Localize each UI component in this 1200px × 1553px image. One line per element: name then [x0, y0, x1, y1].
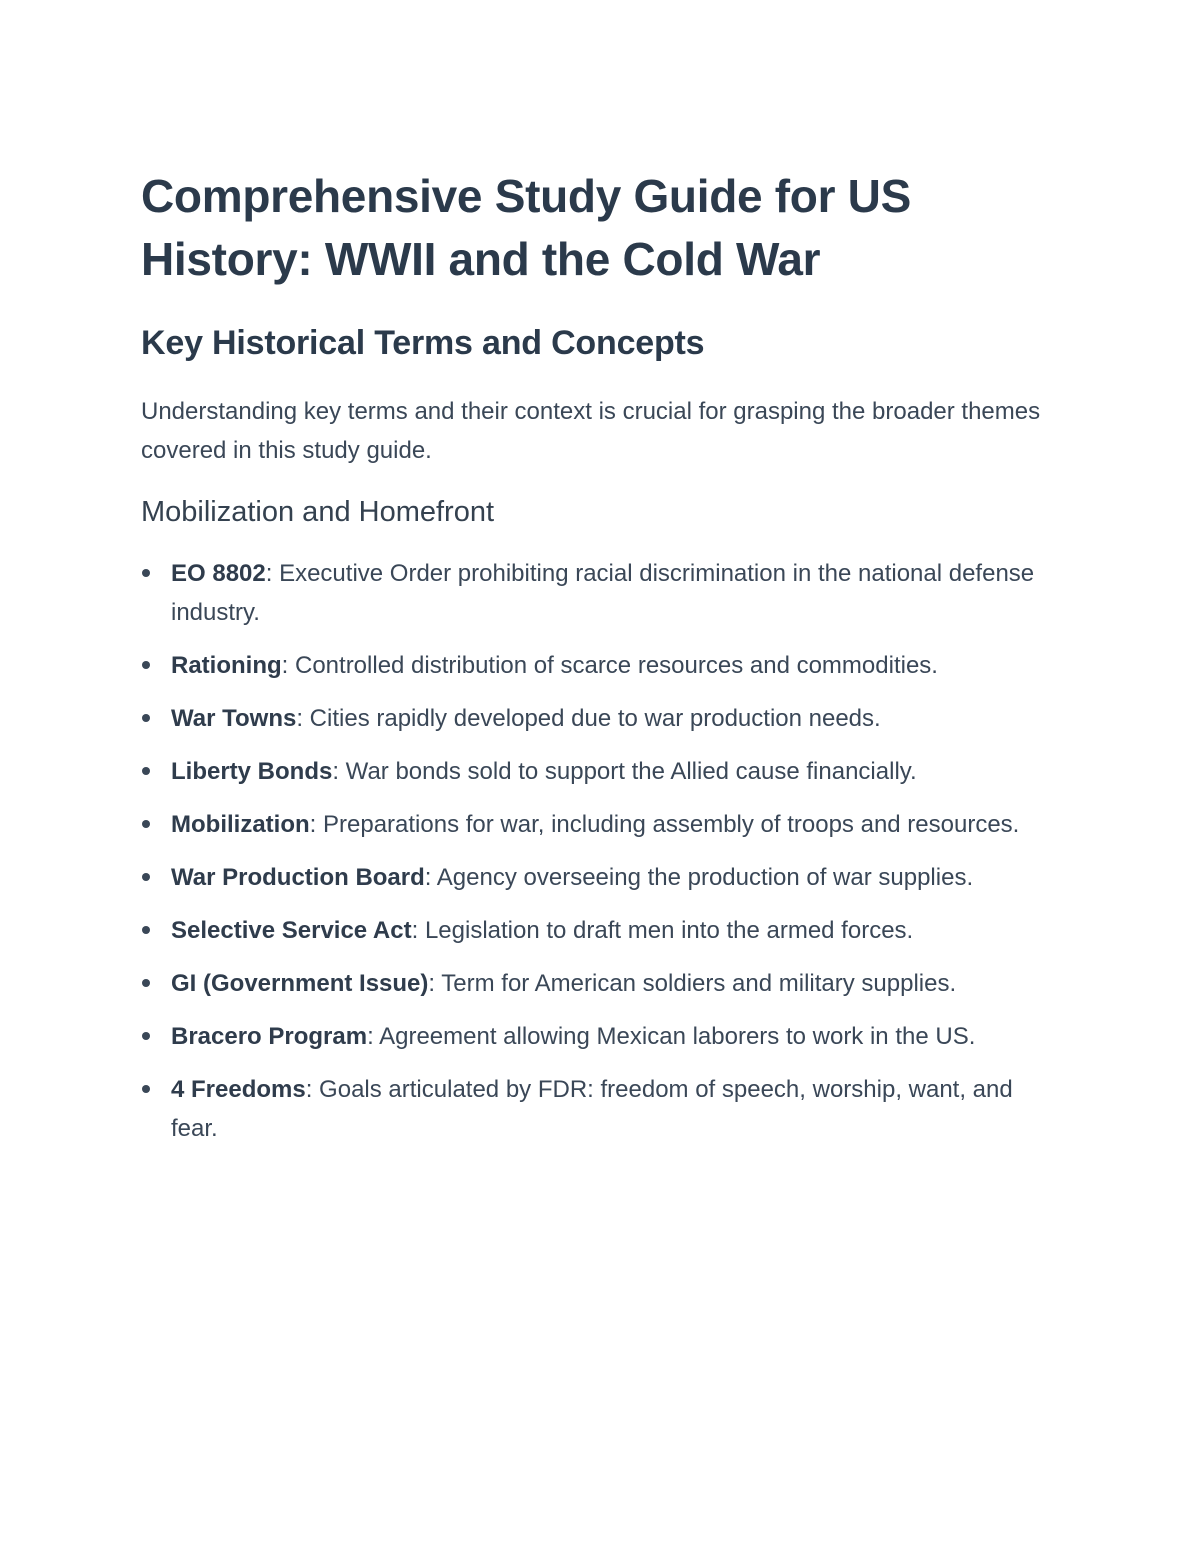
term-definition: : Goals articulated by FDR: freedom of speech, worship, want, and fear.: [171, 1076, 1013, 1142]
term-label: War Production Board: [171, 864, 425, 891]
bullet-icon: [142, 767, 150, 775]
term-label: Mobilization: [171, 811, 310, 838]
document-page: [141, 165, 1041, 1162]
term-label: GI (Government Issue): [171, 970, 429, 997]
list-item: [141, 858, 1041, 897]
term-label: 4 Freedoms: [171, 1076, 306, 1103]
list-item: [141, 554, 1041, 632]
list-item: [141, 1070, 1041, 1148]
list-item: [141, 911, 1041, 950]
term-definition: : Preparations for war, including assembly of troops and resources.: [309, 811, 1020, 838]
list-item: [141, 964, 1041, 1003]
list-item: [141, 805, 1041, 844]
bullet-icon: [142, 569, 150, 577]
bullet-icon: [142, 926, 150, 934]
list-item: [141, 646, 1041, 685]
bullet-icon: [142, 979, 150, 987]
bullet-icon: [142, 661, 150, 669]
term-definition: : Legislation to draft men into the armed forces.: [411, 917, 914, 944]
list-item: [141, 1017, 1041, 1056]
bullet-icon: [142, 714, 150, 722]
terms-list: [141, 554, 1041, 1148]
term-definition: : Agency overseeing the production of war supplies.: [424, 864, 974, 891]
term-definition: : Controlled distribution of scarce resources and commodities.: [281, 652, 938, 679]
term-definition: : Term for American soldiers and military supplies.: [428, 970, 957, 997]
term-definition: : Agreement allowing Mexican laborers to work in the US.: [367, 1023, 976, 1050]
document-title: Comprehensive Study Guide for US History: WWII and the Cold War: [141, 170, 911, 285]
term-label: EO 8802: [171, 560, 266, 587]
bullet-icon: [142, 1032, 150, 1040]
term-definition: : Executive Order prohibiting racial discrimination in the national defense industry.: [171, 560, 1035, 626]
section-title: Key Historical Terms and Concepts: [141, 324, 705, 362]
subsection-title: Mobilization and Homefront: [141, 496, 495, 528]
section-intro: Understanding key terms and their context is crucial for grasping the broader themes covered in this study guide.: [141, 398, 1041, 464]
term-label: Bracero Program: [171, 1023, 368, 1050]
bullet-icon: [142, 1085, 150, 1093]
list-item: [141, 699, 1041, 738]
list-item: [141, 752, 1041, 791]
term-label: Rationing: [171, 652, 282, 679]
bullet-icon: [142, 820, 150, 828]
term-label: Selective Service Act: [171, 917, 412, 944]
term-definition: : War bonds sold to support the Allied cause financially.: [332, 758, 917, 785]
term-label: Liberty Bonds: [171, 758, 333, 785]
term-definition: : Cities rapidly developed due to war production needs.: [296, 705, 881, 732]
term-label: War Towns: [171, 705, 297, 732]
bullet-icon: [142, 873, 150, 881]
